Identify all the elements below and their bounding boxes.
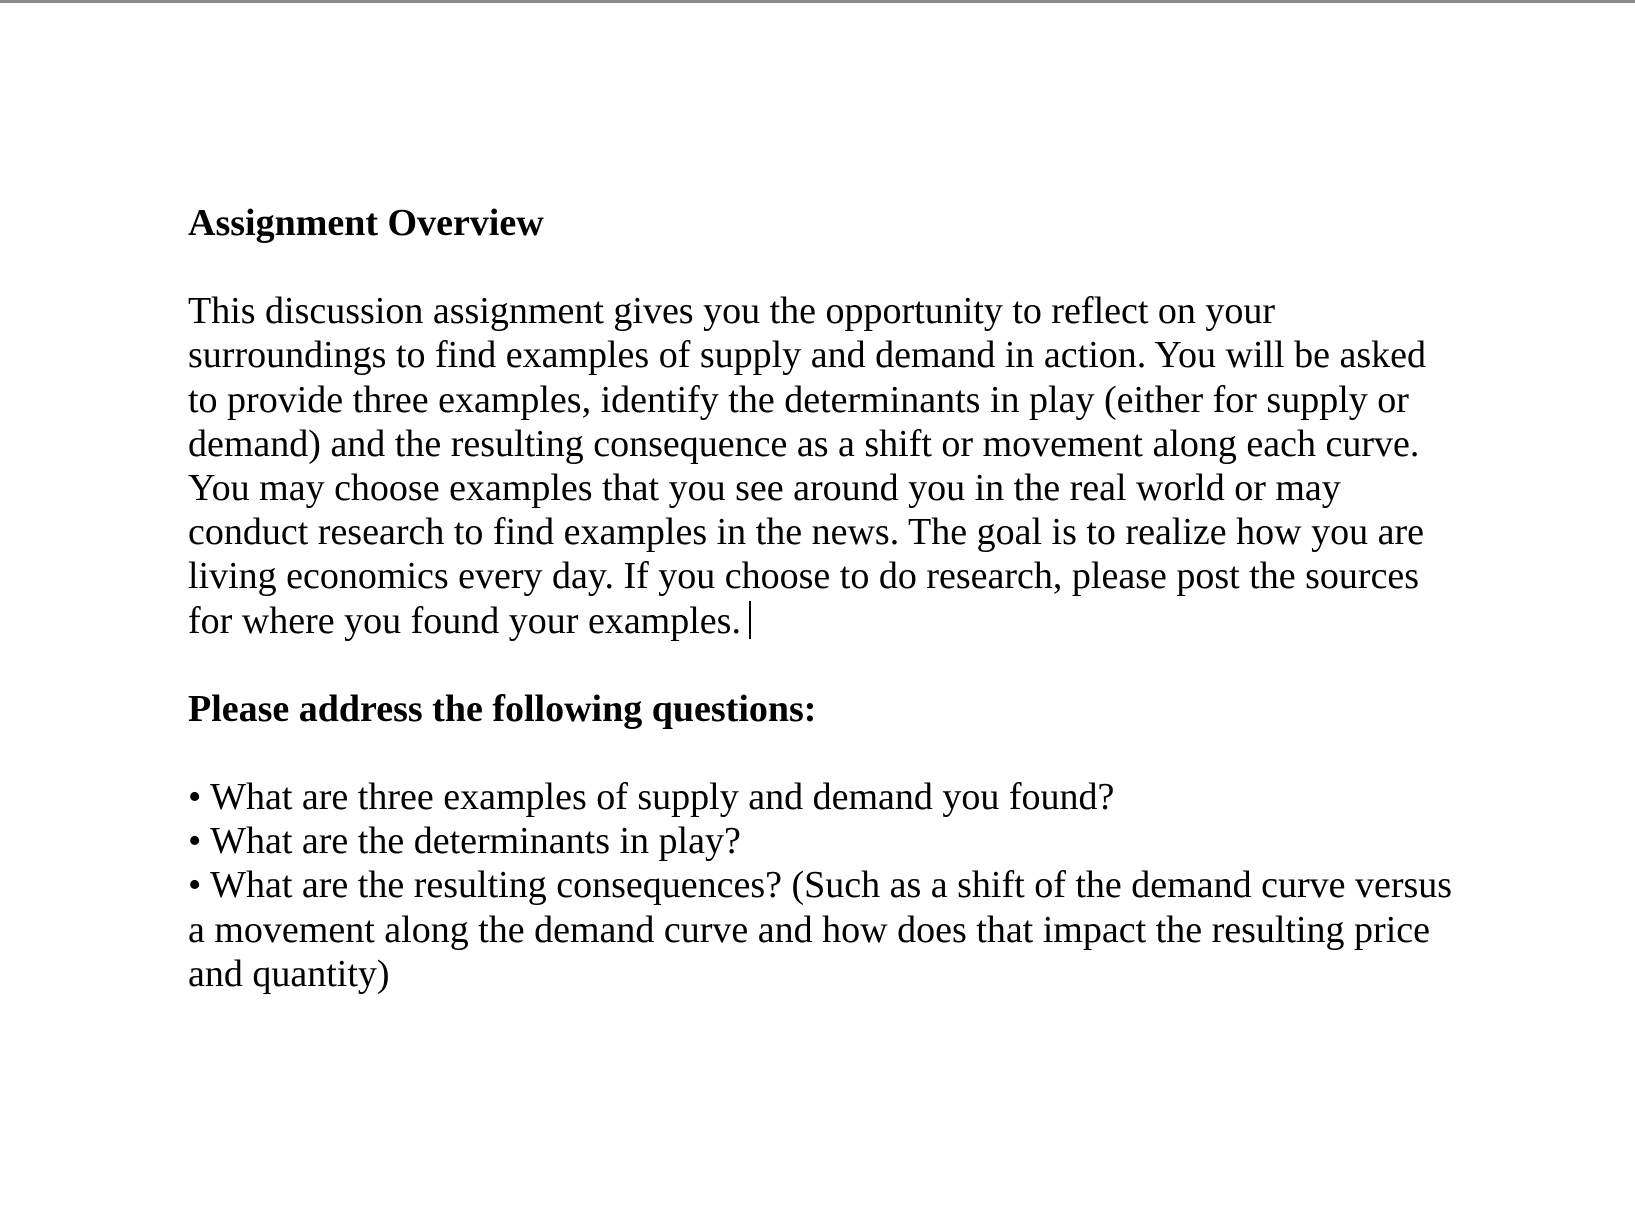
spacer xyxy=(188,643,1488,687)
spacer xyxy=(188,731,1488,775)
question-item xyxy=(188,863,1488,996)
text-cursor xyxy=(749,601,751,639)
questions-heading: Please address the following questions: xyxy=(188,687,817,730)
question-line: • What are the determinants in play? xyxy=(188,820,741,863)
question-item xyxy=(188,775,1488,819)
paragraph-line: to provide three examples, identify the determinants in play (either for supply or xyxy=(188,378,1409,421)
paragraph-line: demand) and the resulting consequence as a shift or movement along each curve. xyxy=(188,422,1420,465)
question-item xyxy=(188,819,1488,863)
paragraph-line: You may choose examples that you see around you in the real world or may xyxy=(188,467,1341,510)
question-line: and quantity) xyxy=(188,952,390,995)
paragraph-line: living economics every day. If you choose to do research, please post the sources xyxy=(188,555,1420,598)
paragraph-line: surroundings to find examples of supply and demand in action. You will be asked xyxy=(188,334,1427,377)
paragraph-line-text: for where you found your examples. xyxy=(188,599,741,642)
question-line: • What are the resulting consequences? (Such as a shift of the demand curve versus xyxy=(188,864,1453,907)
document-body[interactable] xyxy=(188,201,1488,996)
assignment-overview-heading: Assignment Overview xyxy=(188,202,544,244)
spacer xyxy=(188,245,1488,289)
paragraph-line: conduct research to find examples in the news. The goal is to realize how you are xyxy=(188,511,1424,554)
question-line: a movement along the demand curve and how does that impact the resulting price xyxy=(188,908,1430,951)
questions-list xyxy=(188,775,1488,996)
question-line: • What are three examples of supply and demand you found? xyxy=(188,776,1115,819)
paragraph-last-line xyxy=(188,599,1488,643)
paragraph-line: This discussion assignment gives you the opportunity to reflect on your xyxy=(188,290,1276,333)
overview-paragraph xyxy=(188,289,1488,643)
